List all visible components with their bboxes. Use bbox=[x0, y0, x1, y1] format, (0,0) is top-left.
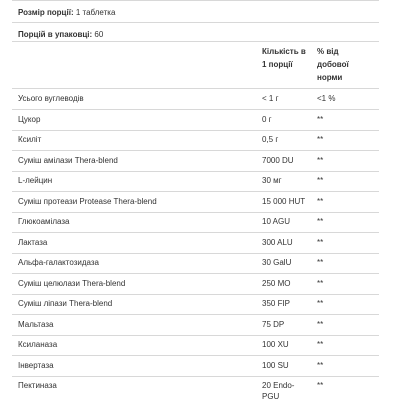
nutrient-daily-value: ** bbox=[317, 176, 324, 185]
nutrient-amount: 20 Endo- PGU bbox=[262, 381, 295, 401]
nutrient-daily-value: ** bbox=[317, 381, 324, 390]
servings-label: Порцій в упаковці: bbox=[18, 30, 93, 39]
nutrient-amount: 250 MO bbox=[262, 278, 291, 288]
nutrient-daily-value: ** bbox=[317, 196, 324, 206]
nutrient-amount: < 1 г bbox=[262, 94, 279, 103]
table-row bbox=[12, 294, 379, 314]
nutrient-amount: 0,5 г bbox=[262, 135, 279, 144]
divider bbox=[12, 22, 379, 23]
nutrient-daily-value: ** bbox=[317, 217, 324, 226]
serving-size-value: 1 таблетка bbox=[75, 8, 116, 17]
divider bbox=[12, 41, 379, 42]
nutrient-amount: 100 SU bbox=[262, 360, 289, 370]
nutrient-name: Лактаза bbox=[18, 237, 48, 247]
nutrient-amount: 15 000 HUT bbox=[262, 196, 306, 206]
nutrient-name: Ксиліт bbox=[18, 135, 42, 144]
nutrient-daily-value: ** bbox=[317, 114, 324, 124]
nutrient-daily-value: ** bbox=[317, 258, 324, 267]
nutrient-amount: 300 ALU bbox=[262, 237, 293, 247]
table-row bbox=[12, 171, 379, 191]
nutrient-name: Ксиланаза bbox=[18, 340, 58, 349]
serving-size-row bbox=[18, 8, 378, 17]
table-row bbox=[12, 274, 379, 294]
amount-column-header: Кількість в 1 порції bbox=[262, 47, 306, 69]
nutrient-name: Суміш ліпази Thera-blend bbox=[18, 299, 113, 308]
nutrient-name: Глюкоамілаза bbox=[18, 217, 70, 226]
nutrient-name: Інвертаза bbox=[18, 360, 54, 370]
servings-per-container-row bbox=[18, 30, 378, 39]
table-row bbox=[12, 212, 379, 232]
table-row bbox=[12, 110, 379, 130]
nutrient-name: Альфа-галактозидаза bbox=[18, 258, 99, 267]
daily-value-column-header: % від добової норми bbox=[317, 47, 349, 82]
table-row bbox=[12, 356, 379, 376]
nutrient-name: Мальтаза bbox=[18, 319, 54, 329]
table-row bbox=[12, 315, 379, 335]
nutrient-name: Суміш целюлази Thera-blend bbox=[18, 278, 126, 288]
nutrient-daily-value: ** bbox=[317, 237, 324, 247]
table-row bbox=[12, 89, 379, 109]
nutrient-amount: 10 AGU bbox=[262, 217, 291, 226]
nutrient-name: Пектиназа bbox=[18, 381, 57, 390]
nutrient-name: L-лейцин bbox=[18, 176, 53, 185]
servings-value: 60 bbox=[94, 30, 104, 39]
nutrient-daily-value: ** bbox=[317, 299, 324, 308]
nutrient-amount: 30 мг bbox=[262, 176, 282, 185]
nutrient-amount: 0 г bbox=[262, 114, 272, 124]
nutrient-name: Суміш протеази Protease Thera-blend bbox=[18, 196, 157, 206]
nutrient-name: Цукор bbox=[18, 114, 41, 124]
table-row bbox=[12, 151, 379, 171]
table-row bbox=[12, 130, 379, 150]
nutrient-amount: 7000 DU bbox=[262, 155, 294, 165]
nutrient-daily-value: ** bbox=[317, 135, 324, 144]
table-row bbox=[12, 192, 379, 212]
nutrient-daily-value: ** bbox=[317, 319, 324, 329]
nutrient-daily-value: <1 % bbox=[317, 94, 336, 103]
nutrient-daily-value: ** bbox=[317, 340, 324, 349]
nutrient-amount: 100 XU bbox=[262, 340, 289, 349]
table-row bbox=[12, 233, 379, 253]
table-row bbox=[12, 335, 379, 355]
nutrient-name: Суміш амілази Thera-blend bbox=[18, 155, 118, 165]
table-top-divider bbox=[12, 0, 379, 1]
nutrient-daily-value: ** bbox=[317, 360, 324, 370]
nutrient-daily-value: ** bbox=[317, 155, 324, 165]
nutrient-amount: 30 GalU bbox=[262, 258, 292, 267]
nutrient-amount: 350 FIP bbox=[262, 299, 291, 308]
nutrient-daily-value: ** bbox=[317, 278, 324, 288]
table-row bbox=[12, 253, 379, 273]
nutrient-name: Усього вуглеводів bbox=[18, 94, 84, 103]
table-row bbox=[12, 376, 379, 401]
nutrient-amount: 75 DP bbox=[262, 319, 285, 329]
serving-size-label: Розмір порції: bbox=[18, 8, 74, 17]
